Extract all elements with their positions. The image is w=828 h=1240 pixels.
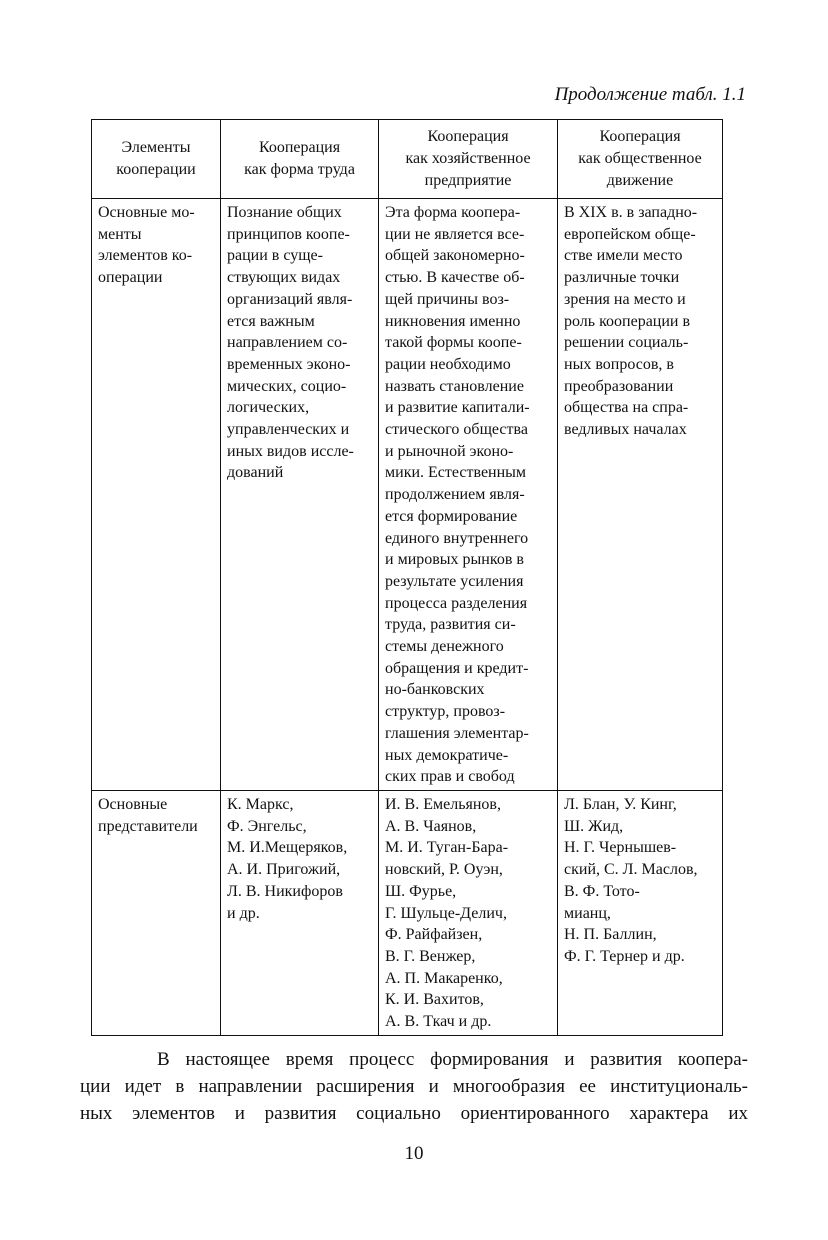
text-line: никновения именно xyxy=(385,312,521,330)
text-line: процесса разделения xyxy=(385,594,528,612)
table-cell xyxy=(221,790,379,1035)
text-line: стве имели место xyxy=(564,247,683,265)
text-line: Кооперация xyxy=(427,128,509,146)
text-line: К. И. Вахитов, xyxy=(385,991,484,1009)
text-line: новский, Р. Оуэн, xyxy=(385,861,503,879)
text-line: Ш. Фурье, xyxy=(385,882,457,900)
text-line: общества на спра- xyxy=(564,399,689,417)
text-line: дований xyxy=(227,464,284,482)
text-line: ется формирование xyxy=(385,507,518,525)
text-line: общей закономерно- xyxy=(385,247,525,265)
text-line: Эта форма коопера- xyxy=(385,204,521,221)
text-line: В настоящее время процесс формирования и развития коопера- xyxy=(157,1049,748,1070)
text-line: стью. В качестве об- xyxy=(385,269,525,287)
text-line: рации в суще- xyxy=(227,247,323,265)
text-line: Ш. Жид, xyxy=(564,817,624,835)
text-line: Н. П. Баллин, xyxy=(564,926,657,944)
text-line: Ф. Энгельс, xyxy=(227,817,307,835)
text-line: А. И. Пригожий, xyxy=(227,861,341,879)
table-cell xyxy=(379,199,558,791)
text-line: решении социаль- xyxy=(564,334,689,352)
text-line: щей причины воз- xyxy=(385,290,510,308)
text-line: единого внутреннего xyxy=(385,529,529,547)
text-line: рации необходимо xyxy=(385,355,511,373)
text-line: Л. В. Никифоров xyxy=(227,882,343,900)
text-line: К. Маркс, xyxy=(227,795,294,813)
page-number: 10 xyxy=(404,1143,424,1164)
text-line: Познание общих xyxy=(227,204,342,221)
text-line: стического общества xyxy=(385,421,528,439)
text-line: и рыночной эконо- xyxy=(385,442,514,460)
text-line: менты xyxy=(98,225,142,243)
table-cell xyxy=(558,790,723,1035)
table-header-row xyxy=(92,120,723,199)
header-cell xyxy=(221,120,379,199)
text-line: Кооперация xyxy=(258,139,341,157)
body-paragraph xyxy=(80,1046,748,1127)
table-continuation-label: Продолжение табл. 1.1 xyxy=(554,84,746,105)
text-line: ции идет в направлении расширения и многообразия ее институциональ- xyxy=(80,1076,748,1097)
text-line: логических, xyxy=(227,399,310,417)
text-line: М. И. Туган-Бара- xyxy=(385,839,509,857)
text-line: Ф. Райфайзен, xyxy=(385,926,483,944)
text-line: как хозяйственное xyxy=(405,150,531,168)
text-line: В. Ф. Тото- xyxy=(564,882,640,900)
text-line: и развитие капитали- xyxy=(385,399,530,417)
text-line: зрения на место и xyxy=(564,290,686,308)
text-line: А. В. Ткач и др. xyxy=(385,1013,492,1031)
text-line: Ф. Г. Тернер и др. xyxy=(564,947,685,965)
text-line: операции xyxy=(98,269,163,287)
table-row xyxy=(92,790,723,1035)
text-line: А. П. Макаренко, xyxy=(385,969,503,987)
text-line: и др. xyxy=(227,904,260,922)
text-line: назвать становление xyxy=(385,377,524,395)
text-line: продолжением явля- xyxy=(385,486,525,504)
text-line: М. И.Мещеряков, xyxy=(227,839,348,857)
text-line: элементов ко- xyxy=(98,247,193,265)
text-line: Н. Г. Чернышев- xyxy=(564,839,677,857)
text-line: иных видов иссле- xyxy=(227,442,354,460)
text-line: глашения элементар- xyxy=(385,724,529,742)
text-line: Основные мо- xyxy=(98,204,195,221)
text-line: ствующих видах xyxy=(227,269,341,287)
text-line: мических, социо- xyxy=(227,377,347,395)
text-line: И. В. Емельянов, xyxy=(385,795,501,813)
text-line: Г. Шульце-Делич, xyxy=(385,904,507,922)
text-line: Элементы xyxy=(121,139,191,157)
text-line: кооперации xyxy=(116,161,196,178)
text-line: ных элементов и развития социально ориентированного характера их xyxy=(80,1103,748,1124)
header-cell xyxy=(558,120,723,199)
table-cell xyxy=(558,199,723,791)
text-line: принципов коопе- xyxy=(227,225,350,243)
text-line: А. В. Чаянов, xyxy=(385,817,477,835)
text-line: представители xyxy=(98,817,198,835)
text-line: как общественное xyxy=(578,150,702,168)
text-line: мики. Естественным xyxy=(385,464,527,482)
table-row xyxy=(92,199,723,791)
table-cell xyxy=(221,199,379,791)
text-line: В XIX в. в западно- xyxy=(564,204,698,221)
table-cell xyxy=(379,790,558,1035)
text-line: различные точки xyxy=(564,269,680,287)
text-line: Основные xyxy=(98,795,168,813)
header-cell xyxy=(379,120,558,199)
text-line: труда, развития си- xyxy=(385,616,516,634)
text-line: стемы денежного xyxy=(385,638,504,656)
text-line: ский, С. Л. Маслов, xyxy=(564,861,698,879)
text-line: Л. Блан, У. Кинг, xyxy=(564,795,677,813)
text-line: европейском обще- xyxy=(564,225,696,243)
text-line: но-банковских xyxy=(385,681,485,699)
text-line: ции не является все- xyxy=(385,225,525,243)
text-line: направлением со- xyxy=(227,334,348,352)
text-line: движение xyxy=(606,171,674,189)
cooperation-table xyxy=(91,119,723,1036)
text-line: ведливых началах xyxy=(564,421,687,439)
text-line: структур, провоз- xyxy=(385,703,506,721)
text-line: Кооперация xyxy=(599,128,681,146)
text-line: временных эконо- xyxy=(227,355,351,373)
text-line: преобразовании xyxy=(564,377,674,395)
text-line: ется важным xyxy=(227,312,315,330)
text-line: предприятие xyxy=(424,171,512,189)
table-cell xyxy=(92,199,221,791)
table-cell xyxy=(92,790,221,1035)
text-line: такой формы коопе- xyxy=(385,334,522,352)
text-line: обращения и кредит- xyxy=(385,659,529,677)
header-cell xyxy=(92,120,221,199)
text-line: мианц, xyxy=(564,904,611,922)
text-line: как форма труда xyxy=(244,161,355,178)
text-line: В. Г. Венжер, xyxy=(385,947,476,965)
text-line: организаций явля- xyxy=(227,290,353,308)
text-line: результате усиления xyxy=(385,572,524,590)
text-line: роль кооперации в xyxy=(564,312,691,330)
text-line: ских прав и свобод xyxy=(385,768,515,786)
text-line: и мировых рынков в xyxy=(385,551,524,569)
text-line: ных демократиче- xyxy=(385,746,509,764)
text-line: ных вопросов, в xyxy=(564,355,674,373)
text-line: управленческих и xyxy=(227,421,350,439)
